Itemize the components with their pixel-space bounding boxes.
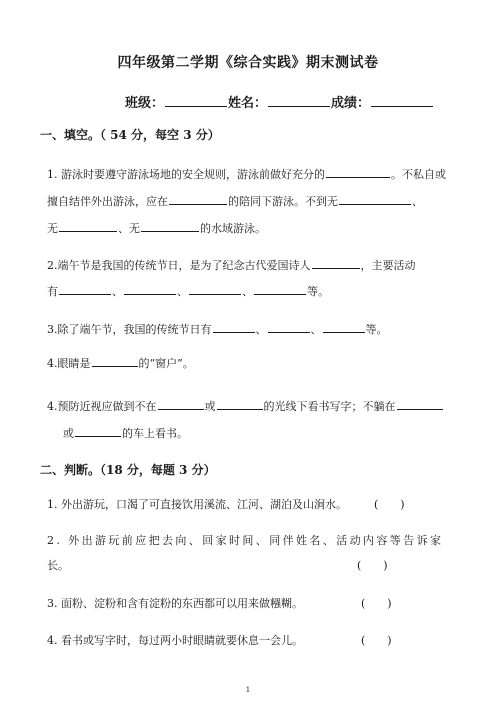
- name-blank[interactable]: [268, 94, 330, 107]
- section-fill-in-heading: 一、填空。（ 54 分，每空 3 分）: [40, 128, 220, 142]
- judge-answer-3[interactable]: ( ): [361, 597, 392, 610]
- judge-item-1: 1. 外出游玩，口渴了可直接饮用溪流、江河、湖泊及山涧水。: [47, 498, 347, 511]
- question-5-line-2: 或 的车上看书。: [63, 424, 188, 440]
- answer-blank[interactable]: [213, 320, 255, 333]
- answer-blank[interactable]: [189, 282, 241, 295]
- answer-blank[interactable]: [141, 219, 199, 232]
- answer-blank[interactable]: [326, 165, 390, 178]
- judge-item-2-line-2: 长。: [47, 559, 69, 572]
- question-1-line-1: 1. 游泳时要遵守游泳场地的安全规则，游泳前做好充分的 。不私自或: [47, 165, 446, 181]
- answer-blank[interactable]: [268, 320, 310, 333]
- question-4: 4.眼睛是 的“窗户”。: [47, 354, 194, 370]
- score-blank[interactable]: [371, 94, 433, 107]
- answer-blank[interactable]: [169, 192, 227, 205]
- judge-item-2-line-1: 2. 外出游玩前应把去向、回家时间、同伴姓名、活动内容等告诉家: [47, 534, 444, 547]
- judge-answer-1[interactable]: ( ): [374, 498, 405, 511]
- question-1-line-3: 无 、无 的水域游泳。: [47, 219, 266, 235]
- question-2-line-1: 2.端午节是我国的传统节日，是为了纪念古代爱国诗人 ，主要活动: [47, 256, 416, 272]
- section-true-false-heading: 二、判断。（18 分，每题 3 分）: [40, 463, 216, 477]
- answer-blank[interactable]: [217, 397, 263, 410]
- student-info-row: [125, 92, 434, 111]
- judge-item-3: 3. 面粉、淀粉和含有淀粉的东西都可以用来做糨糊。: [47, 597, 303, 610]
- answer-blank[interactable]: [339, 192, 411, 205]
- answer-blank[interactable]: [254, 282, 306, 295]
- question-5-line-1: 4.预防近视应做到不在 或 的光线下看书写字；不躺在: [47, 397, 444, 413]
- page-number: 1: [245, 686, 251, 694]
- question-3: 3.除了端午节，我国的传统节日有 、 、 等。: [47, 320, 388, 336]
- answer-blank[interactable]: [92, 354, 138, 367]
- page-title: 四年级第二学期《综合实践》期末测试卷: [117, 55, 379, 71]
- judge-answer-2[interactable]: ( ): [357, 559, 388, 572]
- name-label: 姓名：: [228, 96, 268, 111]
- score-label: 成绩：: [331, 96, 371, 111]
- answer-blank[interactable]: [59, 219, 117, 232]
- question-1-line-2: 擅自结伴外出游泳，应在 的陪同下游泳。不到无 、: [47, 192, 423, 208]
- answer-blank[interactable]: [59, 282, 111, 295]
- answer-blank[interactable]: [124, 282, 176, 295]
- answer-blank[interactable]: [75, 424, 121, 437]
- answer-blank[interactable]: [397, 397, 443, 410]
- answer-blank[interactable]: [312, 256, 360, 269]
- answer-blank[interactable]: [323, 320, 365, 333]
- question-2-line-2: 有 、 、 、 等。: [47, 282, 329, 298]
- class-label: 班级：: [125, 96, 165, 111]
- answer-blank[interactable]: [158, 397, 204, 410]
- judge-answer-4[interactable]: ( ): [361, 634, 392, 647]
- class-blank[interactable]: [165, 94, 227, 107]
- judge-item-4: 4. 看书或写字时，每过两小时眼睛就要休息一会儿。: [47, 634, 303, 647]
